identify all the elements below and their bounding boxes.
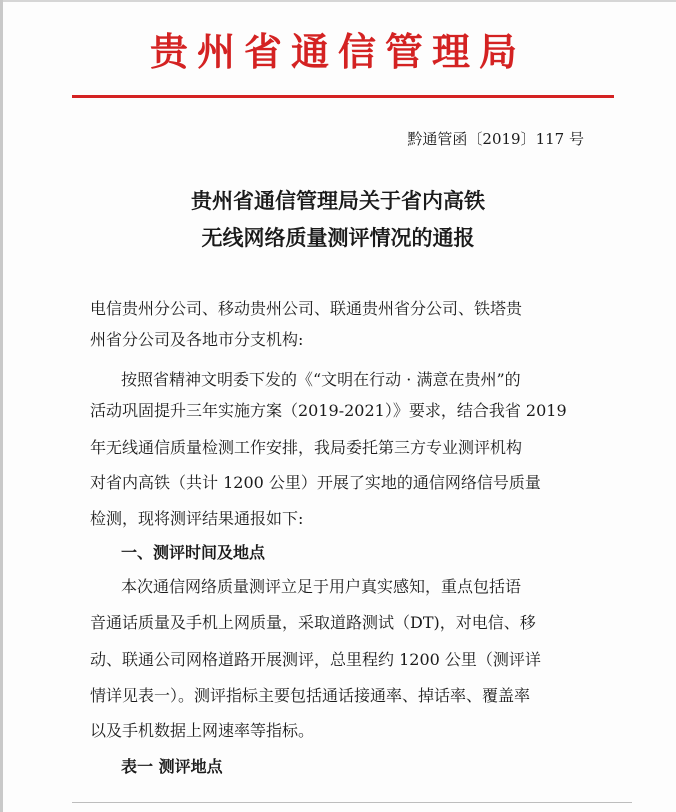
- paragraph-1-line-2: 活动巩固提升三年实施方案（2019-2021）》要求，结合我省 2019: [90, 401, 567, 420]
- section-1-line-1: 本次通信网络质量测评立足于用户真实感知，重点包括语: [121, 577, 522, 596]
- section-1-line-5: 以及手机数据上网速率等指标。: [90, 721, 315, 740]
- document-title-line-2: 无线网络质量测评情况的通报: [201, 226, 475, 250]
- paragraph-1-line-3: 年无线通信质量检测工作安排，我局委托第三方专业测评机构: [90, 438, 523, 457]
- scan-left-edge: [0, 0, 3, 812]
- document-number: 黔通管函〔2019〕117 号: [407, 130, 584, 148]
- section-1-line-4: 情详见表一）。测评指标主要包括通话接通率、掉话率、覆盖率: [90, 686, 531, 705]
- section-1-line-3: 动、联通公司网格道路开展测评，总里程约 1200 公里（测评详: [90, 650, 541, 669]
- scan-bottom-edge: [72, 802, 632, 803]
- letterhead-title: 贵州省通信管理局: [149, 29, 526, 74]
- section-1-line-2: 音通话质量及手机上网质量，采取道路测试（DT)，对电信、移: [90, 613, 536, 632]
- paragraph-1-line-5: 检测，现将测评结果通报如下:: [90, 509, 304, 528]
- letterhead-red-rule: [72, 95, 614, 98]
- scan-top-edge: [0, 0, 676, 2]
- table-1-caption: 表一 测评地点: [121, 757, 223, 776]
- document-title: [0, 183, 676, 257]
- section-1-heading: 一、测评时间及地点: [121, 543, 266, 562]
- addressee-line-1: 电信贵州分公司、移动贵州公司、联通贵州省分公司、铁塔贵: [90, 299, 523, 318]
- document-title-line-1: 贵州省通信管理局关于省内高铁: [191, 189, 485, 213]
- paragraph-1-line-1: 按照省精神文明委下发的《“文明在行动 · 满意在贵州”的: [121, 370, 521, 389]
- addressee-line-2: 州省分公司及各地市分支机构:: [90, 330, 304, 349]
- paragraph-1-line-4: 对省内高铁（共计 1200 公里）开展了实地的通信网络信号质量: [90, 473, 541, 492]
